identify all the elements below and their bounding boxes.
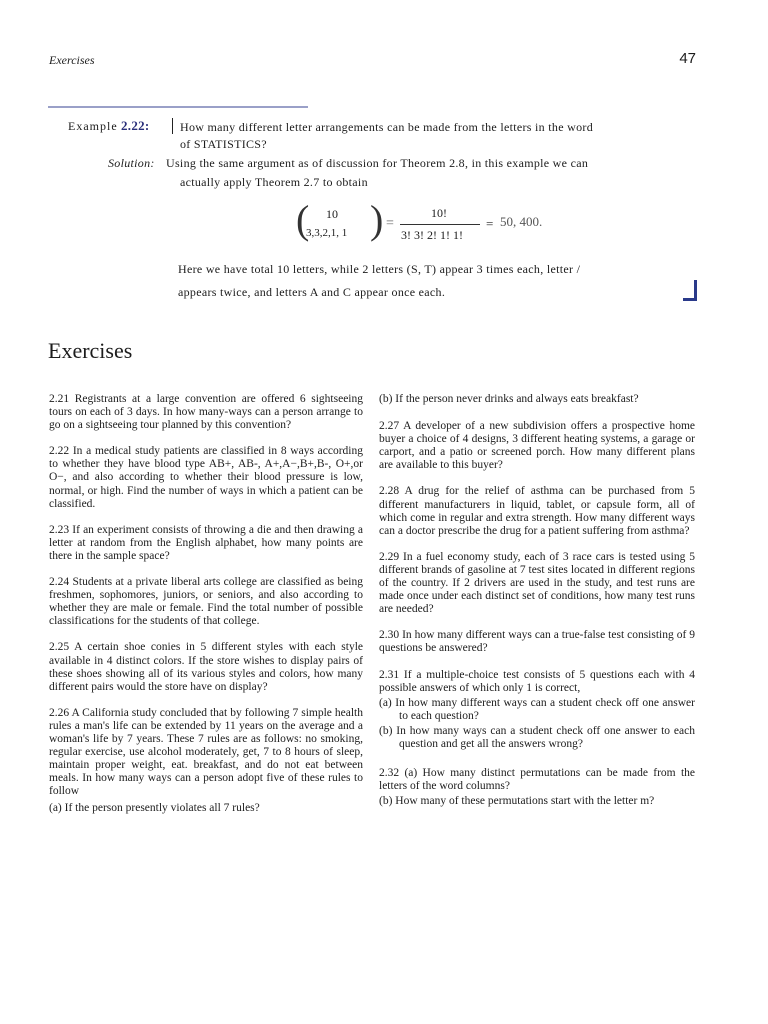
eq-result: 50, 400. bbox=[500, 214, 543, 229]
exercise-2-22: 2.22 In a medical study patients are classified in 8 ways according to whether they have blood type AB+, AB-, A+,A−,B+,B-, O+,or O−, and also according to whether their blood pressure is low, normal, or high. Find the number of ways in which a patient can be classified. bbox=[49, 445, 363, 510]
exercise-2-31: 2.31 If a multiple-choice test consists of 5 questions each with 4 possible answers of which only 1 is correct, bbox=[379, 668, 695, 694]
exercise-2-26-b: (b) If the person never drinks and always eats breakfast? bbox=[379, 393, 639, 405]
fraction-bar bbox=[400, 224, 480, 225]
eq-equals-2: = bbox=[486, 216, 494, 231]
multinomial-equation bbox=[296, 198, 556, 246]
exercise-2-32-b: (b) How many of these permutations start with the letter m? bbox=[379, 795, 655, 808]
example-label: Example bbox=[68, 119, 118, 133]
example-question-1: How many different letter arrangements can be made from the letters in the word bbox=[180, 120, 593, 134]
eq-equals-1: = bbox=[386, 216, 394, 231]
solution-line-2: actually apply Theorem 2.7 to obtain bbox=[180, 175, 368, 189]
exercise-2-29: 2.29 In a fuel economy study, each of 3 race cars is tested using 5 different brands of gasoline at 7 test sites located in different regions of the country. If 2 drivers are used in the study, and test runs are made once under each distinct set of conditions, how many test runs are needed? bbox=[379, 550, 695, 616]
right-paren: ) bbox=[370, 197, 384, 242]
page-number: 47 bbox=[679, 50, 696, 67]
exercises-right-column bbox=[379, 393, 695, 821]
exercises-left-column bbox=[49, 393, 363, 829]
left-paren: ( bbox=[296, 197, 310, 242]
exercise-2-31-a: (a) In how many different ways can a student check off one answer to each question? bbox=[379, 696, 695, 722]
exercise-2-31-b: (b) In how many ways can a student check off one answer to each question and get all the answers wrong? bbox=[379, 724, 695, 750]
exercise-2-21: 2.21 Registrants at a large convention are offered 6 sightseeing tours on each of 3 days. In how many-ways can a person arrange to go on a sightseeing tour planned by this convention? bbox=[49, 393, 363, 432]
exercise-2-27: 2.27 A developer of a new subdivision offers a prospective home buyer a choice of 4 designs, 3 different heating systems, a garage or carport, and a patio or screened porch. How many different plans are available to this buyer? bbox=[379, 420, 695, 472]
exercise-2-25: 2.25 A certain shoe conies in 5 different styles with each style available in 4 distinct colors. If the store wishes to display pairs of these shoes showing all of its various styles and colors, how many different pairs would the store have on display? bbox=[49, 641, 363, 693]
example-rule bbox=[48, 106, 308, 108]
exercise-2-28: 2.28 A drug for the relief of asthma can be purchased from 5 different manufacturers in liquid, tablet, or capsule form, all of which come in regular and extra strength. How many different ways can a doctor prescribe the drug for a patient suffering from asthma? bbox=[379, 485, 695, 537]
solution-label: Solution: bbox=[108, 156, 155, 170]
example-heading bbox=[68, 118, 150, 134]
after-line-1: Here we have total 10 letters, while 2 letters (S, T) appear 3 times each, letter / bbox=[178, 262, 581, 276]
eq-top: 10 bbox=[326, 207, 338, 221]
exercise-2-24: 2.24 Students at a private liberal arts college are classified as being freshmen, sophomores, juniors, or seniors, and also according to whether they are male or female. Find the total number of possible classifications for the students of that college. bbox=[49, 576, 363, 628]
exercise-2-26-a: (a) If the person presently violates all 7 rules? bbox=[49, 802, 260, 815]
section-title: Exercises bbox=[48, 338, 133, 363]
eq-bottom: 3,3,2,1, 1 bbox=[306, 227, 348, 239]
after-line-2: appears twice, and letters A and C appear once each. bbox=[178, 285, 446, 299]
eq-denominator: 3! 3! 2! 1! 1! bbox=[401, 228, 463, 242]
example-number: 2.22: bbox=[120, 118, 150, 133]
end-of-example-mark bbox=[683, 280, 697, 301]
exercise-2-23: 2.23 If an experiment consists of throwing a die and then drawing a letter at random from the English alphabet, how many points are there in the sample space? bbox=[49, 523, 363, 562]
solution-line-1: Using the same argument as of discussion for Theorem 2.8, in this example we can bbox=[166, 156, 589, 170]
example-bar bbox=[172, 118, 173, 134]
exercise-2-26: 2.26 A California study concluded that by following 7 simple health rules a man's life can be extended by 11 years on the average and a woman's life by 7 years. These 7 rules are as follows: no smoking, regular exercise, use alcohol moderately, get, 7 to 8 hours of sleep, maintain proper weight, eat. breakfast, and do not eat between meals. In how many ways can a person adopt five of these rules to follow bbox=[49, 706, 363, 798]
running-head: Exercises bbox=[49, 53, 95, 67]
example-question-2: of STATISTICS? bbox=[180, 137, 267, 151]
eq-numerator: 10! bbox=[431, 206, 447, 220]
exercise-2-32-a: 2.32 (a) How many distinct permutations can be made from the letters of the word columns? bbox=[379, 767, 695, 793]
exercise-2-30: 2.30 In how many different ways can a true-false test consisting of 9 questions be answered? bbox=[379, 629, 695, 655]
